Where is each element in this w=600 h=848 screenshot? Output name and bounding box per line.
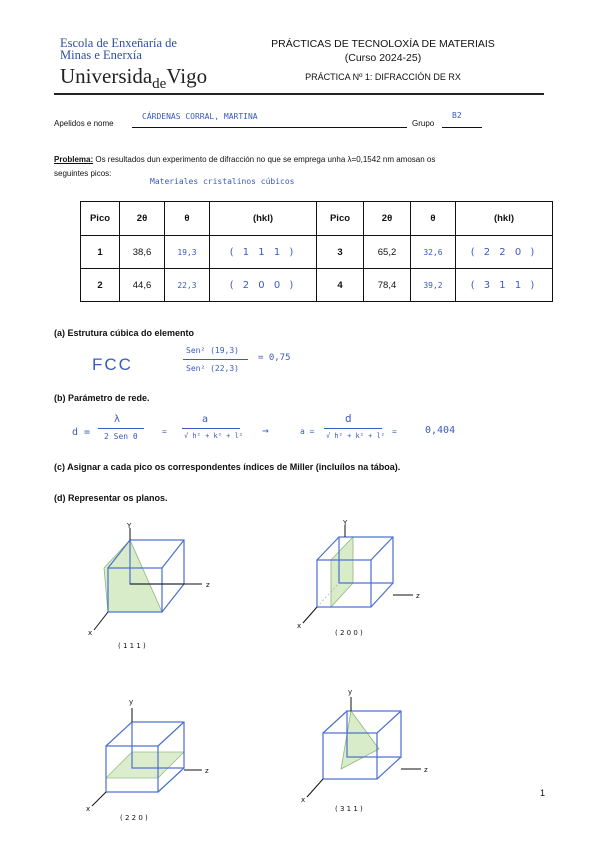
surname-label: Apelidos e nome xyxy=(54,119,114,128)
table-header-row xyxy=(81,202,553,236)
cube-edge xyxy=(158,722,184,746)
section-c-title: (c) Asignar a cada pico os correspondentes índices de Miller (incluílos na táboa). xyxy=(54,462,401,472)
cell-hkl: ( 1 1 1 ) xyxy=(210,236,317,269)
peaks-table xyxy=(80,201,553,302)
axis-x xyxy=(92,792,106,806)
cube-edge xyxy=(162,584,184,612)
frac1-den: 2 Sen θ xyxy=(104,432,138,441)
axis-x-label: x xyxy=(86,805,91,813)
surname-underline xyxy=(132,127,407,128)
cube-edge xyxy=(377,757,401,779)
cell-theta: 19,3 xyxy=(165,236,210,269)
cube-edge xyxy=(106,722,132,746)
section-b-title: (b) Parámetro de rede. xyxy=(54,393,150,403)
cube-edge xyxy=(377,711,401,733)
ratio-result: = 0,75 xyxy=(258,353,291,363)
eq-sign-2: = xyxy=(392,427,397,436)
axis-y-label: Y xyxy=(343,519,348,527)
cell-pico: 4 xyxy=(317,269,364,302)
cell-theta: 22,3 xyxy=(165,269,210,302)
frac2-bar xyxy=(182,428,240,429)
problem-note: Materiales cristalinos cúbicos xyxy=(150,177,295,186)
group-value: B2 xyxy=(452,111,462,120)
frac1-bar xyxy=(98,428,144,429)
axis-x-label: x xyxy=(301,796,306,804)
practice-title: PRÁCTICA Nº 1: DIFRACCIÓN DE RX xyxy=(305,72,461,82)
course-title: PRÁCTICAS DE TECNOLOXÍA DE MATERIAIS xyxy=(271,38,495,50)
school-line-1: Escola de Enxeñaría de xyxy=(60,36,177,50)
cell-2theta: 65,2 xyxy=(364,236,411,269)
cube-edge xyxy=(371,583,393,607)
cell-pico: 1 xyxy=(81,236,120,269)
ratio-bar xyxy=(183,359,248,360)
axis-y-label: y xyxy=(129,698,134,706)
header-pico: Pico xyxy=(81,202,120,236)
cell-2theta: 78,4 xyxy=(364,269,411,302)
axis-x-label: x xyxy=(88,629,93,637)
arrow: → xyxy=(262,424,269,437)
axis-x-label: x xyxy=(297,622,302,630)
axis-z-label: z xyxy=(206,581,210,589)
frac2-den: √ h² + k² + l² xyxy=(184,432,244,440)
plane-111 xyxy=(104,540,162,612)
cell-hkl: ( 3 1 1 ) xyxy=(456,269,553,302)
diagram-caption: ( 1 1 1 ) xyxy=(118,642,146,650)
header-hkl-2: (hkl) xyxy=(456,202,553,236)
cube-edge xyxy=(162,540,184,568)
frac3-den: √ h² + k² + l² xyxy=(326,432,386,440)
header-theta: θ xyxy=(165,202,210,236)
frac3-bar xyxy=(324,428,382,429)
cell-2theta: 44,6 xyxy=(120,269,165,302)
university-word-a: Universida xyxy=(60,64,153,88)
header-2theta-2: 2θ xyxy=(364,202,411,236)
cell-hkl: ( 2 0 0 ) xyxy=(210,269,317,302)
diagram-caption: ( 3 1 1 ) xyxy=(335,805,363,813)
diagram-caption: ( 2 2 0 ) xyxy=(120,814,148,822)
cell-pico: 2 xyxy=(81,269,120,302)
cell-2theta: 38,6 xyxy=(120,236,165,269)
header-2theta: 2θ xyxy=(120,202,165,236)
ratio-denominator: Sen² (22,3) xyxy=(186,364,239,373)
axis-z-label: z xyxy=(424,766,428,774)
table-row xyxy=(81,236,553,269)
header-hkl: (hkl) xyxy=(210,202,317,236)
frac1-num: λ xyxy=(114,414,121,425)
section-d-title: (d) Representar os planos. xyxy=(54,493,168,503)
problem-label: Problema: xyxy=(54,155,94,164)
header-theta-2: θ xyxy=(411,202,456,236)
cube-edge xyxy=(371,537,393,560)
section-a-title: (a) Estrutura cúbica do elemento xyxy=(54,328,195,338)
cell-theta: 32,6 xyxy=(411,236,456,269)
cube-edge xyxy=(323,711,347,733)
group-label: Grupo xyxy=(412,119,435,128)
axis-z-label: z xyxy=(205,767,209,775)
surname-value: CÁRDENAS CORRAL, MARTINA xyxy=(142,112,258,121)
axis-x xyxy=(307,779,323,797)
cell-pico: 3 xyxy=(317,236,364,269)
a-label: a = xyxy=(300,427,315,436)
plane-diagram-220 xyxy=(82,690,222,825)
header-divider xyxy=(54,93,544,95)
problem-text-a: Os resultados dun experimento de difracción no que se emprega unha λ=0,1542 nm amosan os xyxy=(95,155,436,164)
diagram-caption: ( 2 0 0 ) xyxy=(335,629,363,637)
plane-220 xyxy=(106,752,184,778)
plane-200 xyxy=(331,537,353,607)
plane-diagram-311 xyxy=(295,685,435,820)
cell-hkl: ( 2 2 0 ) xyxy=(456,236,553,269)
school-name xyxy=(60,37,177,61)
plane-diagram-111 xyxy=(82,520,222,655)
course-year: (Curso 2024-25) xyxy=(344,52,422,64)
cell-theta: 39,2 xyxy=(411,269,456,302)
school-line-2: Minas e Enerxía xyxy=(60,48,142,62)
problem-text-b: seguintes picos: xyxy=(54,169,112,178)
axis-x xyxy=(303,607,317,623)
axis-y-label: y xyxy=(348,688,353,696)
axis-z-label: z xyxy=(416,592,420,600)
d-label: d = xyxy=(72,427,91,438)
axis-x xyxy=(94,612,108,630)
header-pico-2: Pico xyxy=(317,202,364,236)
university-word-b: Vigo xyxy=(166,64,208,88)
university-word-de: de xyxy=(152,76,167,92)
lattice-result: 0,404 xyxy=(425,425,456,436)
eq-sign-1: = xyxy=(162,427,167,436)
structure-answer: FCC xyxy=(92,355,133,374)
group-underline xyxy=(442,127,482,128)
page-number: 1 xyxy=(540,788,546,798)
university-logo xyxy=(60,64,208,92)
ratio-numerator: Sen² (19,3) xyxy=(186,346,239,355)
plane-diagram-200 xyxy=(295,515,435,645)
table-row xyxy=(81,269,553,302)
axis-y-label: Y xyxy=(127,522,132,530)
frac3-num: d xyxy=(345,412,352,425)
frac2-num: a xyxy=(202,414,209,425)
problem-line-1 xyxy=(54,155,549,164)
